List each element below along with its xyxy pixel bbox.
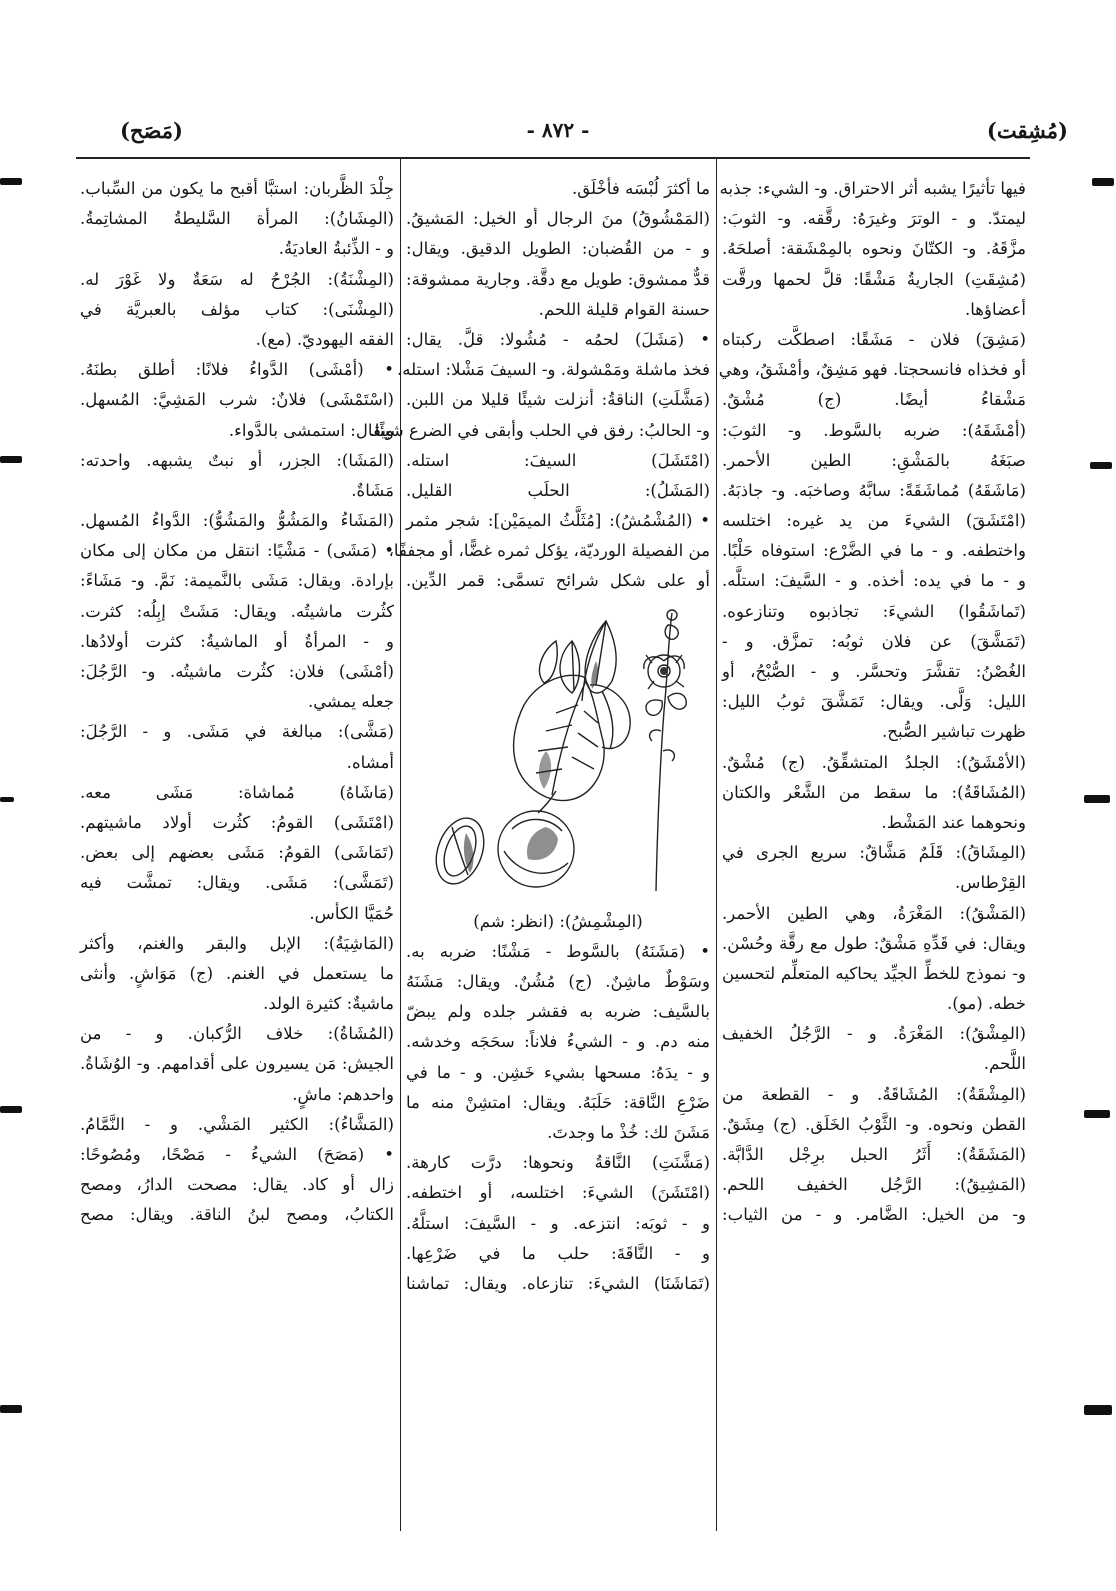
text-line: (المُشَاقَةُ): ما سقط من الشَّعْر والكتان: [722, 782, 1026, 802]
text-line: الفقه اليهوديّ. (مع).: [255, 329, 394, 349]
text-line: فخذ ماشلة ومَمْشولة. و- السيفَ مَشْلا: استله.: [397, 360, 710, 380]
text-line: زال أو كاد. يقال: مصحت الدارُ، ومصح: [80, 1175, 394, 1195]
text-line: أو فخذاه فانسحجتا. فهو مَشِقٌ، وأمْشَقُ، وهي: [718, 360, 1026, 380]
text-line: الليل: وَلَّى. ويقال: تَمَشَّقَ ثوبُ الليل:: [722, 692, 1026, 712]
text-line: جعله يمشي.: [307, 692, 394, 712]
text-line: (تَمَاشَنَا) الشيءَ: تنازعاه. ويقال: تماشنا: [406, 1273, 710, 1293]
text-line: مَشَاةٌ.: [351, 480, 394, 500]
text-line: اللَّحم.: [983, 1054, 1026, 1074]
text-line: ضَرْعِ النَّاقة: حَلَبَهُ. ويقال: امتشِنْ منه ما: [406, 1092, 710, 1112]
text-line: (مَشِقَ) فلان - مَشَقًا: اصطكَّت ركبتاه: [722, 329, 1026, 349]
scan-margin-mark: [1084, 795, 1110, 803]
scan-margin-mark: [1084, 1110, 1110, 1118]
text-line: (مُشِقَتِ) الجاريةُ مَشْقًا: قلَّ لحمها ورقَّت: [722, 269, 1026, 289]
text-line: (تَمَاشَى) القومُ: مَشَى بعضهم إلى بعض.: [80, 843, 394, 863]
text-line: (المِشَانُ): المرأة السَّليطةُ المشاتِمةُ.: [80, 209, 394, 229]
text-line: أمشاه.: [346, 752, 394, 772]
page-header: [40, 118, 1076, 154]
text-line: واحدهم: ماشٍ.: [292, 1084, 394, 1104]
text-line: أو على شكل شرائح تسمَّى: قمر الدِّين.: [406, 571, 710, 591]
text-line: (المَشَلُ): الحلَب القليل.: [406, 480, 710, 500]
text-line: (امْتَشَلَ) السيفَ: استله.: [406, 450, 710, 470]
illustration-caption: (المِشْمِشُ): (انظر: شم): [473, 911, 643, 931]
text-line: (اسْتَمْشَى) فلانٌ: شرب المَشِيَّ: المُسهل.: [80, 390, 394, 410]
scan-margin-mark: [0, 456, 22, 463]
text-line: صبَغَهُ بالمَشْقِ: الطين الأحمر.: [722, 450, 1026, 470]
text-line: (المِشْقَةُ): المُشَاقَةُ. و - القطعة من: [722, 1084, 1026, 1104]
text-line: مَشْقاءُ أيضًا. (ج) مُشْقٌ.: [722, 390, 1026, 410]
text-line: القِرْطاس.: [954, 873, 1026, 893]
text-line: • (مَشَنَهُ) بالسَّوط - مَشْنًا: ضربه به.: [406, 941, 710, 961]
text-line: (المَشْقُ): المَغْرَةُ، وهي الطين الأحمر.: [722, 903, 1026, 923]
text-line: و- من الخيل: الضَّامر. و - من الثياب:: [722, 1205, 1026, 1225]
text-line: قدٌّ ممشوق: طويل مع دقَّة. وجارية ممشوقة:: [406, 269, 710, 289]
page-number: - ٨٧٢ -: [526, 118, 590, 142]
text-line: أعضاؤها.: [964, 299, 1026, 319]
text-line: (المِشْنَةُ): الجُرْحُ له سَعَةٌ ولا غَوْرَ له.: [80, 269, 394, 289]
text-line: ويقال: استمشى بالدَّواء.: [228, 420, 394, 440]
apricot-plant-drawing: [406, 601, 710, 905]
text-line: ويقال: في قَدِّهِ مَشْقٌ: طول مع رقَّة وحُسْن.: [722, 933, 1026, 953]
scan-margin-mark: [0, 1405, 22, 1413]
text-line: (المَشِيقُ): الرَّجُل الخفيف اللحم.: [722, 1175, 1026, 1195]
text-line: • (أمْشَى) الدَّواءُ فلانًا: أطلق بطنَهُ.: [80, 360, 394, 380]
text-line: (مَاشَقَهُ) مُماشَقَةً: سابَّهُ وصاخبَه. و- جاذبَهُ.: [722, 480, 1026, 500]
text-line: بإرادة. ويقال: مَشَى بالنَّميمة: نَمَّ. و- مَشَاءً:: [80, 571, 394, 591]
text-line: ماشيةٌ: كثيرة الولد.: [263, 994, 394, 1014]
text-line: و - النَّاقَةَ: حلب ما في ضَرْعِها.: [406, 1243, 710, 1263]
scan-margin-mark: [0, 178, 22, 185]
scan-margin-mark: [1090, 462, 1112, 469]
text-line: (مَشَّى): مبالغة في مَشَى. و - الرَّجُلَ:: [80, 722, 394, 742]
text-line: و - الذِّئبةُ العاديَةُ.: [278, 239, 394, 259]
text-line: الكتابُ، ومصح لبنُ الناقة. ويقال: مصح: [80, 1205, 394, 1225]
text-line: (امْتَشَقَ) الشيءَ من يد غيره: اختلسه: [722, 511, 1026, 531]
scan-margin-mark: [0, 1106, 22, 1113]
text-line: و - ما في يده: أخذه. و - السَّيفَ: استلَّه.: [722, 571, 1026, 591]
text-line: فيها تأثيرًا يشبه أثر الاحتراق. و- الشيء: جذبه: [719, 179, 1026, 198]
text-line: (الأمْشَقُ): الجلدُ المتشقِّقُ. (ج) مُشْقٌ.: [722, 752, 1026, 772]
text-line: وسَوْطٌ ماشِنٌ. (ج) مُشُنٌ. ويقال: مَشَنَهُ: [406, 972, 710, 991]
text-line: (المِشْنَى): كتاب مؤلف بالعبريَّة في: [80, 299, 394, 319]
text-line: (تَماشَقُوا) الشيءَ: تجاذبوه وتنازعوه.: [722, 601, 1026, 621]
text-line: (المِشَاقُ): قَلَمٌ مَشَّاقٌ: سريع الجرى في: [722, 843, 1026, 863]
text-line: خطه. (مو).: [947, 994, 1026, 1014]
text-line: منه دم. و - الشيءُ فلاناً: سحَجَه وخدشه.: [406, 1032, 710, 1052]
text-line: (المَشَا): الجزر، أو نبتٌ يشبهه. واحدته:: [80, 450, 394, 470]
text-line: (المَشَّاءُ): الكثير المَشْي. و - النَّمَّامُ.: [80, 1114, 394, 1134]
text-line: (أمْشَقَهُ): ضربه بالسَّوط. و- الثوبَ:: [722, 420, 1026, 440]
text-line: مزَّقَهُ. و- الكتّانَ ونحوه بالمِمْشَقة: أصلحَهُ.: [722, 239, 1026, 259]
column-right: [718, 174, 1026, 1231]
text-line: • (مَصَحَ) الشيءُ - مَصْحًا، ومُصُوحًا:: [80, 1145, 394, 1164]
text-line: واختطفه. و - ما في الضَّرْع: استوفاه حَلْبًا.: [722, 541, 1026, 561]
text-line: من الفصيلة الورديّة، يؤكل ثمره غضًّا، أو مجففًا،: [388, 541, 710, 561]
header-rule: [76, 157, 1030, 159]
text-line: (امْتَشَنَ) الشيءَ: اختلسه، أو اختطفه.: [406, 1183, 710, 1203]
text-line: (مَشَّلَتِ) الناقةُ: أنزلت شيئًا قليلا من اللبن.: [406, 390, 710, 410]
text-line: (المِشْقُ): المَغْرَةُ. و - الرَّجُلُ الخفيف: [722, 1024, 1026, 1044]
scan-margin-mark: [0, 797, 14, 802]
text-line: (المَشَاءُ والمَشُوُّ والمَشُوُّ): الدَّواءُ المُسهل.: [80, 511, 394, 531]
text-line: ظهرت تباشير الصُّبح.: [882, 722, 1026, 742]
text-line: • (مَشَى) - مَشْيًا: انتقل من مكان إلى مكان: [80, 541, 394, 561]
text-line: كثُرت ماشيتُه. ويقال: مَشَتْ إبِلُه: كثرت.: [80, 601, 394, 621]
text-line: (تَمَشَّى): مَشَى. ويقال: تمشَّت فيه: [80, 873, 394, 893]
text-line: • (مَشَلَ) لحمُه - مُشُولا: قلَّ. يقال:: [406, 329, 710, 349]
scan-margin-mark: [1092, 178, 1114, 186]
text-line: ليمتدّ. و - الوترَ وغيرَهُ: رقَّقه. و- الثوبَ:: [722, 209, 1026, 229]
text-line: (المُشَاةُ): خلاف الرُّكبان. و - من: [80, 1024, 394, 1044]
text-line: (تَمَشَّقَ) عن فلان ثوبُه: تمزَّق. و -: [722, 631, 1026, 651]
text-line: • (المُشْمُشُ): [مُثَلَّثُ الميمَيْن]: شجر مثمر: [406, 511, 710, 531]
text-line: حسنة القوام قليلة اللحم.: [538, 299, 710, 319]
text-line: بالسَّيف: ضربه به فقشر جلده ولم يبضّ: [406, 1002, 710, 1022]
text-line: (امْتَشَى) القومُ: كثُرت أولاد ماشيتهم.: [80, 812, 394, 832]
text-line: (أمْشَى) فلان: كثُرت ماشيتُه. و- الرَّجُلَ:: [80, 662, 394, 681]
scan-margin-mark: [1084, 1405, 1112, 1415]
text-line: و- نموذج للخطِّ الجيِّد يحاكيه المتعلِّم لتحسين: [722, 963, 1026, 983]
guide-word-first: (مُشِقت): [986, 118, 1068, 143]
text-line: الغُصْنُ: تقشَّرَ وتحسَّر. و - الصُّبْحُ، أو: [722, 662, 1026, 681]
text-line: و - ثوبَه: انتزعه. و - السَّيفَ: استلَّهُ.: [406, 1213, 710, 1233]
apricot-illustration: [406, 601, 710, 905]
text-line: حُمَيَّا الكأس.: [309, 903, 394, 923]
column-divider-right: [716, 158, 717, 1531]
text-line: و - من القُضبان: الطويل الدقيق. ويقال:: [406, 239, 710, 259]
text-line: و- الحالبُ: رفق في الحلب وأبقى في الضرع شيئًا.: [369, 420, 710, 440]
text-line: ما أكثرَ لُبْسَه فأخْلَق.: [571, 179, 710, 198]
text-line: (مَشَّنَتِ) النَّاقةُ ونحوها: درَّت كارهة.: [406, 1153, 710, 1173]
text-line: (المَشَقَةُ): أَثَرُ الحبل برِجْل الدَّابَّة.: [722, 1145, 1026, 1164]
text-line: و - المرأةُ أو الماشيةُ: كثرت أولادُها.: [80, 631, 394, 651]
column-left: [80, 174, 394, 1231]
text-line: ونحوهما عند المَشْط.: [881, 812, 1026, 832]
text-line: الجيش: مَن يسيرون على أقدامهم. و- الوُشَاةُ.: [80, 1054, 394, 1074]
text-line: (مَاشَاهُ) مُماشاة: مَشَى معه.: [80, 782, 394, 802]
guide-word-last: (مَصَح): [120, 118, 183, 143]
text-line: (المَاشِيَةُ): الإبل والبقر والغنم، وأكثر: [80, 933, 394, 953]
text-line: و - يدَهُ: مسحها بشيء خَشِن. و - ما في: [406, 1062, 710, 1082]
text-line: جِلْدَ الظَّربان: استبَّا أقبح ما يكون من السِّباب.: [80, 179, 394, 198]
text-line: (المَمْشُوقُ) منَ الرجال أو الخيل: المَشيقُ.: [406, 209, 710, 229]
text-line: القطن ونحوه. و- الثَّوْبُ الخَلَق. (ج) مِشَقٌ.: [722, 1114, 1026, 1134]
text-line: ما يستعمل في الغنم. (ج) مَوَاشٍ. وأنثى: [80, 963, 394, 983]
text-line: مَشَنَ لك: خُذْ ما وجدتَ.: [547, 1122, 710, 1142]
